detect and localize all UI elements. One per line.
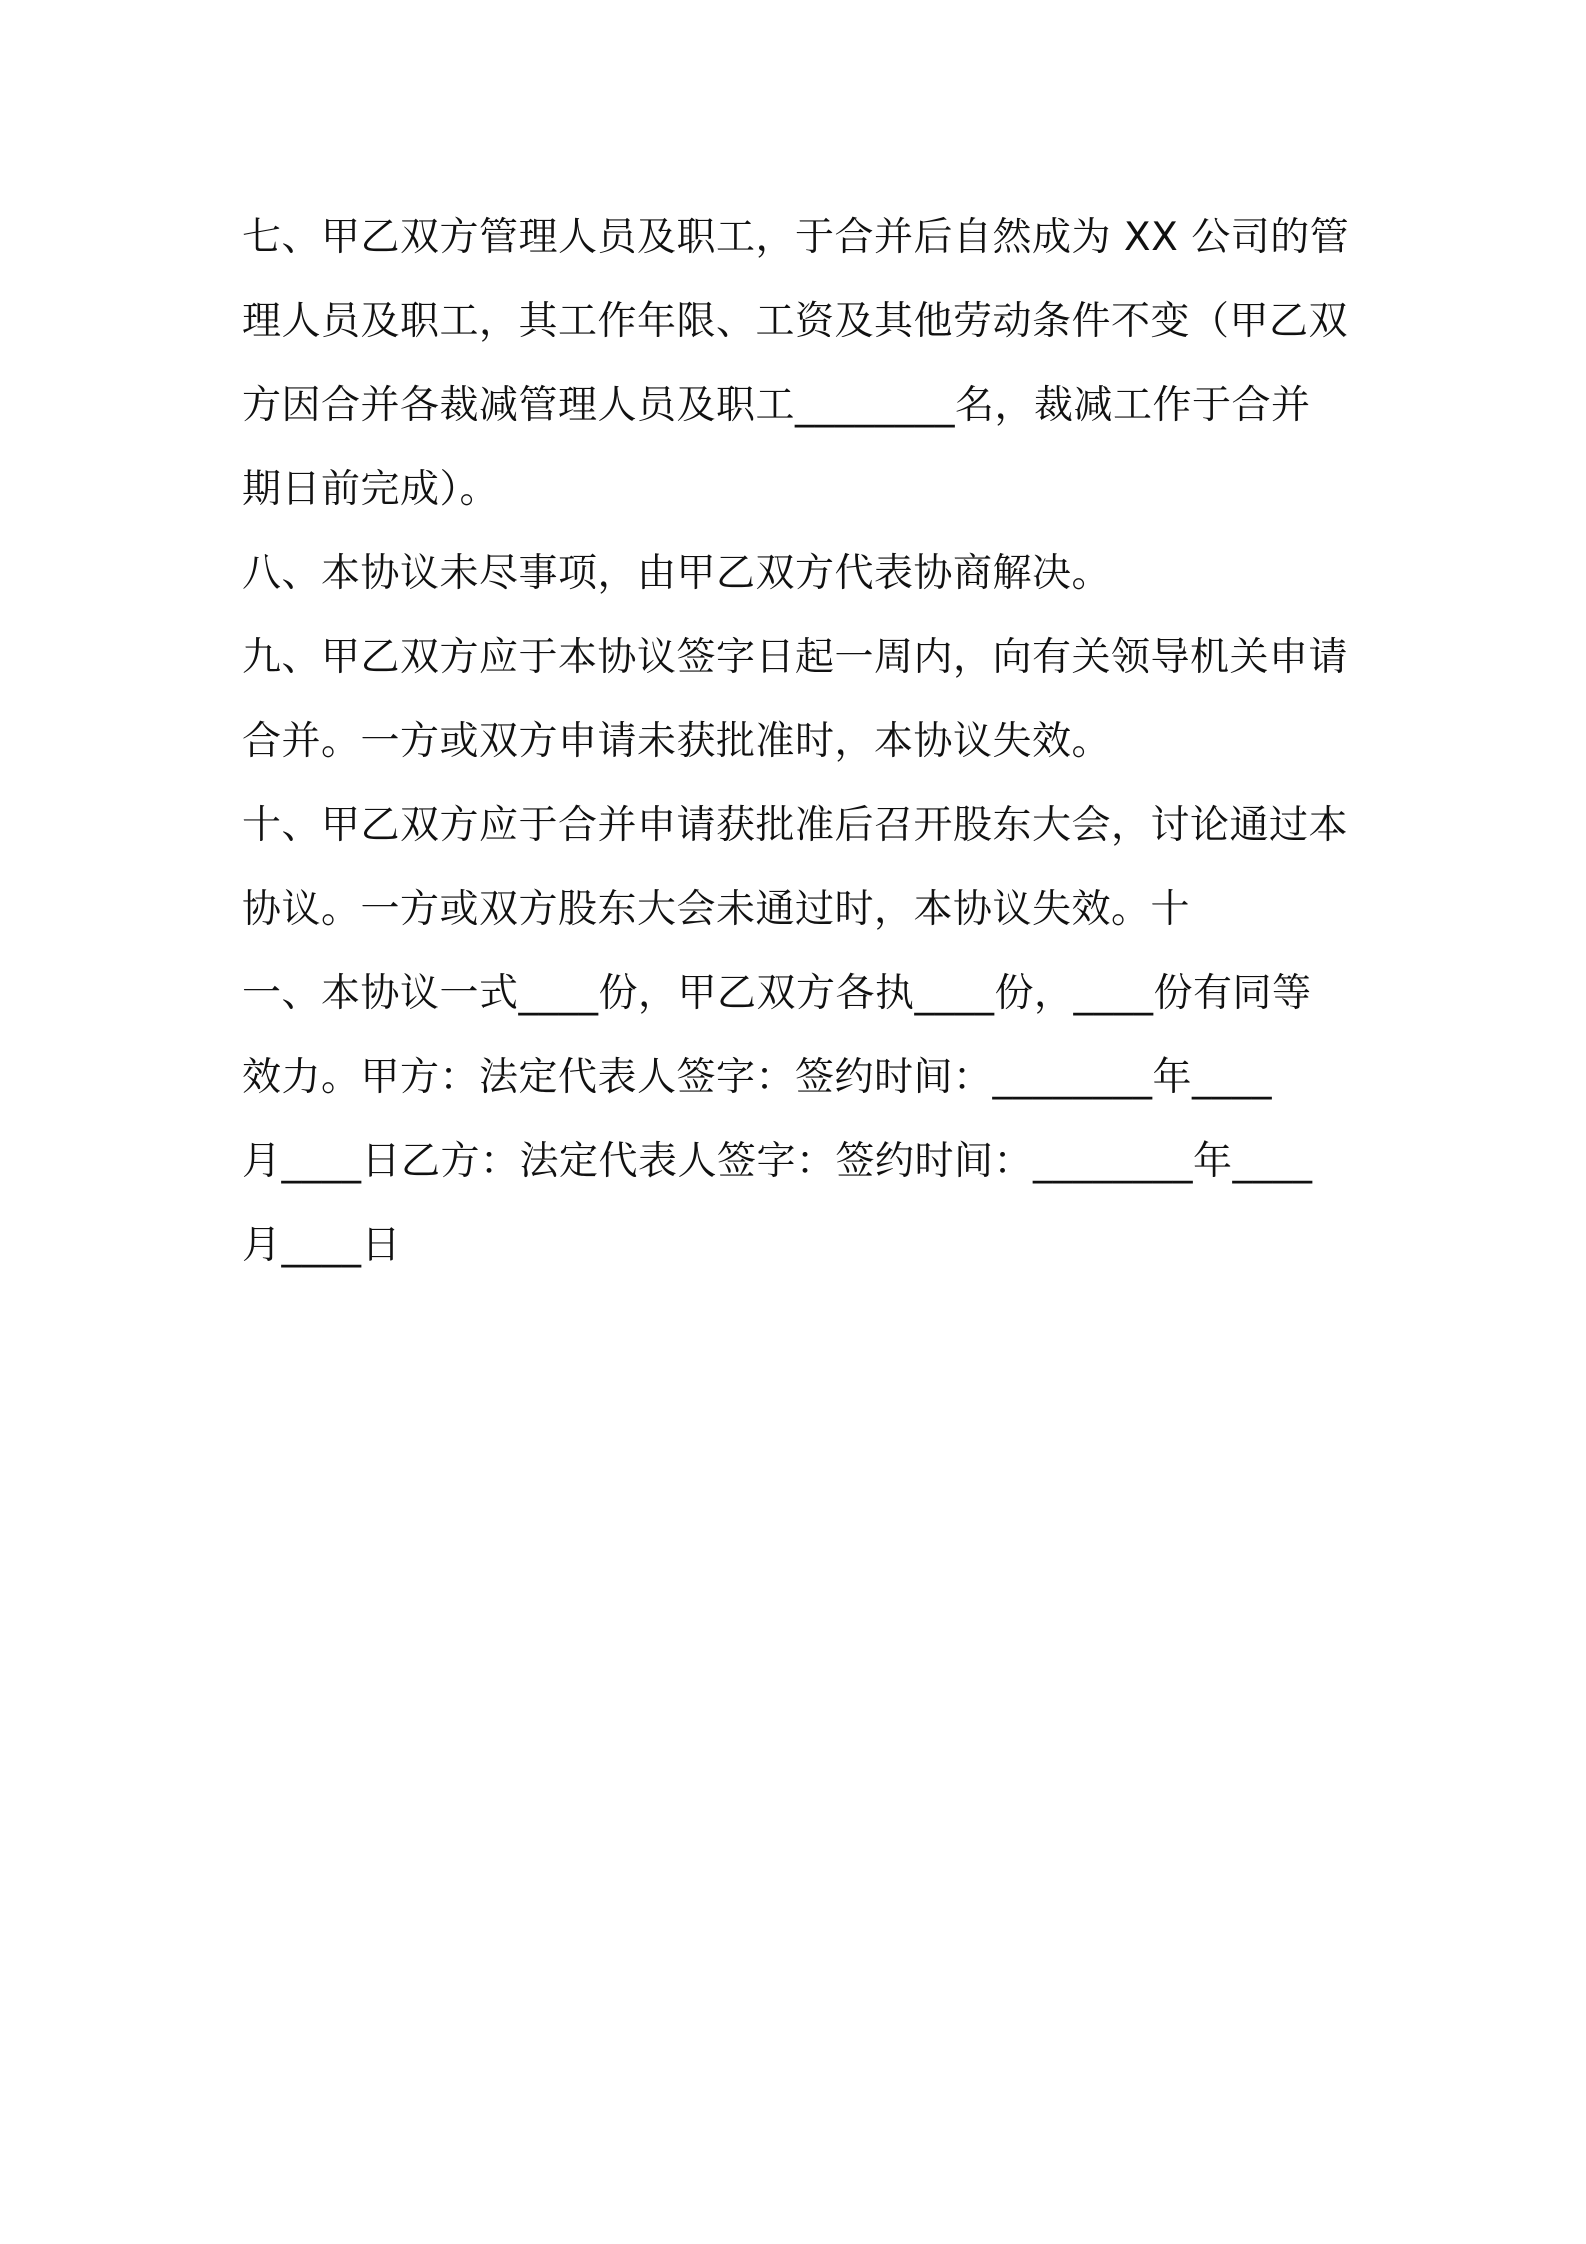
text-line: 效力。甲方：法定代表人签字：签约时间：________年____ (242, 1055, 1273, 1100)
text-line: 一、本协议一式____份，甲乙双方各执____份，____份有同等 (242, 971, 1312, 1016)
text-line: 合并。一方或双方申请未获批准时，本协议失效。 (242, 719, 1112, 764)
text-line: 月____日乙方：法定代表人签字：签约时间：________年____ (242, 1139, 1313, 1184)
text-line: 月____日 (242, 1223, 402, 1268)
agreement-text (242, 196, 1352, 1288)
text-line: 九、甲乙双方应于本协议签字日起一周内，向有关领导机关申请 (242, 635, 1349, 680)
text-line: 方因合并各裁减管理人员及职工________名，裁减工作于合并 (242, 383, 1311, 428)
text-line: 理人员及职工，其工作年限、工资及其他劳动条件不变（甲乙双 (242, 299, 1349, 344)
text-line: 七、甲乙双方管理人员及职工，于合并后自然成为 XX 公司的管 (242, 215, 1350, 260)
text-line: 八、本协议未尽事项，由甲乙双方代表协商解决。 (242, 551, 1112, 596)
text-line: 期日前完成）。 (242, 467, 500, 512)
text-line: 协议。一方或双方股东大会未通过时，本协议失效。十 (242, 887, 1191, 932)
text-line: 十、甲乙双方应于合并申请获批准后召开股东大会，讨论通过本 (242, 803, 1349, 848)
